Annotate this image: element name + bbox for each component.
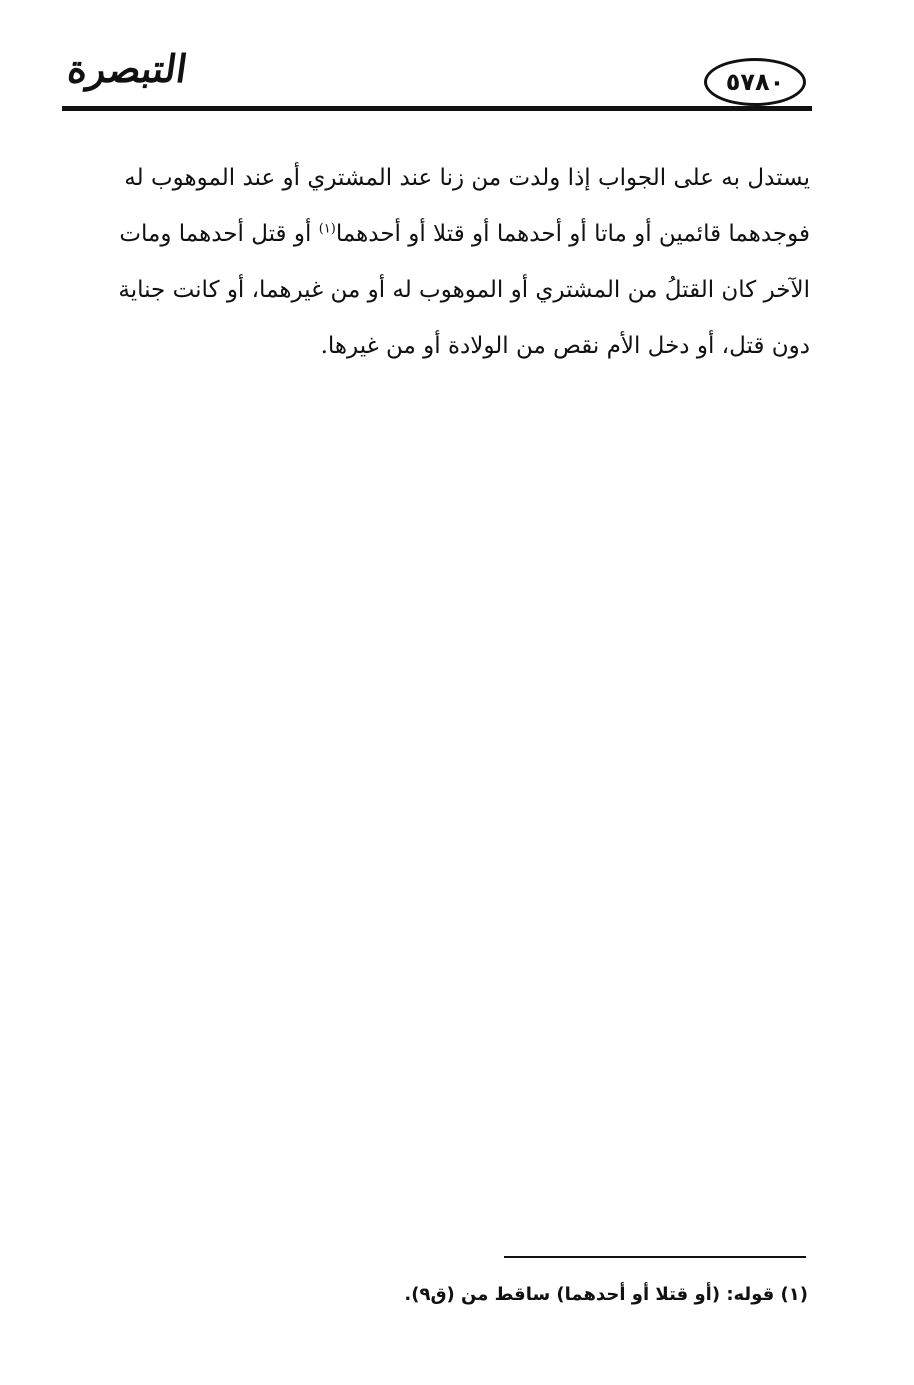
header-rule — [62, 106, 812, 111]
footnote-1: (١) قوله: (أو قتلا أو أحدهما) ساقط من (ق٩). — [404, 1284, 808, 1305]
text-line-2 — [64, 206, 810, 262]
text-line-1: يستدل به على الجواب إذا ولدت من زنا عند المشتري أو عند الموهوب له — [124, 165, 810, 191]
page-number: ٥٧٨٠ — [725, 68, 785, 96]
text-line-4: دون قتل، أو دخل الأم نقص من الولادة أو من غيرها. — [320, 333, 810, 359]
page-header — [60, 40, 812, 120]
book-title: التبصرة — [64, 46, 191, 91]
footnote-reference[interactable]: (١) — [318, 221, 336, 237]
page-number-badge — [704, 58, 806, 106]
text-line-3: الآخر كان القتلُ من المشتري أو الموهوب له أو من غيرهما، أو كانت جناية — [118, 277, 810, 303]
text-line-2-part-a: فوجدهما قائمين أو ماتا أو أحدهما أو قتلا أو أحدهما — [335, 221, 810, 247]
main-text — [64, 150, 810, 374]
footnote-separator — [504, 1256, 806, 1258]
text-line-2-part-b: أو قتل أحدهما ومات — [119, 221, 312, 247]
